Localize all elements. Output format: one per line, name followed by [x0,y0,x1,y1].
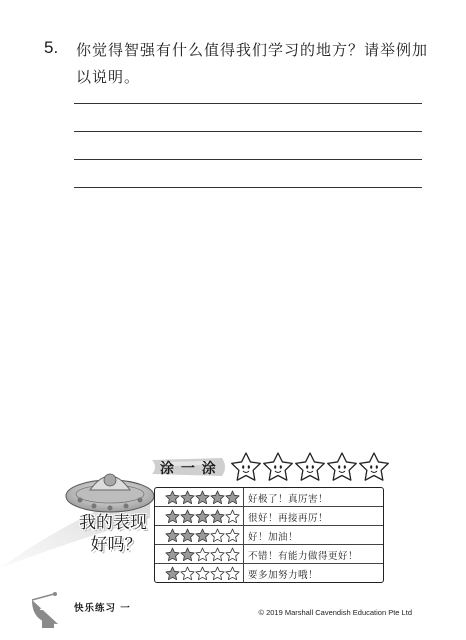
ufo-icon [62,460,158,520]
filled-star-icon [181,548,194,561]
filled-star-icon [166,529,179,542]
smiley-star-icon[interactable] [360,453,389,480]
filled-star-icon [166,510,179,523]
filled-star-icon [166,567,179,580]
star-row-icon [165,490,240,505]
rating-label: 不错！有能力做得更好！ [248,551,359,562]
filled-star-icon [226,491,239,504]
row-divider [243,545,244,563]
filled-star-icon [196,491,209,504]
page-number: 12 [39,599,53,613]
row-divider [243,507,244,525]
smiley-star-icon[interactable] [264,453,293,480]
empty-star-icon [226,548,239,561]
filled-star-icon [211,510,224,523]
star-row-icon [165,547,240,562]
filled-star-icon [181,491,194,504]
star-row-icon [165,528,240,543]
empty-star-icon [196,567,209,580]
smiley-star-icon[interactable] [232,453,261,480]
rating-label: 好！加油！ [248,532,299,543]
rating-label: 好极了！真厉害！ [248,494,329,505]
performance-title-line2: 好吗？ [90,535,142,555]
filled-star-icon [166,491,179,504]
book-title: 快乐练习 一 [74,603,131,614]
star-row-icon [165,566,240,581]
answer-line-2[interactable] [74,131,422,132]
empty-star-icon [196,548,209,561]
rating-row-2[interactable] [155,545,383,564]
star-row-icon [165,509,240,524]
filled-star-icon [196,529,209,542]
performance-title [70,512,156,556]
row-divider [243,564,244,583]
empty-star-icon [211,567,224,580]
rating-row-5[interactable] [155,488,383,507]
row-divider [243,488,244,506]
filled-star-icon [211,491,224,504]
empty-star-icon [181,567,194,580]
performance-title-line1: 我的表现 [79,513,147,533]
answer-line-4[interactable] [74,187,422,188]
question-text: 你觉得智强有什么值得我们学习的地方？请举例加以说明。 [76,41,429,86]
empty-star-icon [211,548,224,561]
filled-star-icon [166,548,179,561]
row-divider [243,526,244,544]
copyright-notice: © 2019 Marshall Cavendish Education Pte Ltd [258,608,412,617]
color-label: 涂 一 涂 [160,461,217,477]
answer-line-3[interactable] [74,159,422,160]
smiley-star-icon[interactable] [328,453,357,480]
rating-label: 要多加努力哦！ [248,570,319,581]
smiley-star-icon[interactable] [296,453,325,480]
filled-star-icon [181,510,194,523]
rating-row-1[interactable] [155,564,383,583]
empty-star-icon [211,529,224,542]
empty-star-icon [226,510,239,523]
smiley-stars[interactable] [230,451,390,483]
empty-star-icon [226,529,239,542]
filled-star-icon [196,510,209,523]
empty-star-icon [226,567,239,580]
rating-label: 很好！再接再厉！ [248,513,329,524]
question-number: 5. [44,38,59,57]
filled-star-icon [181,529,194,542]
answer-line-1[interactable] [74,103,422,104]
rating-row-3[interactable] [155,526,383,545]
rating-row-4[interactable] [155,507,383,526]
rating-table [154,487,384,583]
